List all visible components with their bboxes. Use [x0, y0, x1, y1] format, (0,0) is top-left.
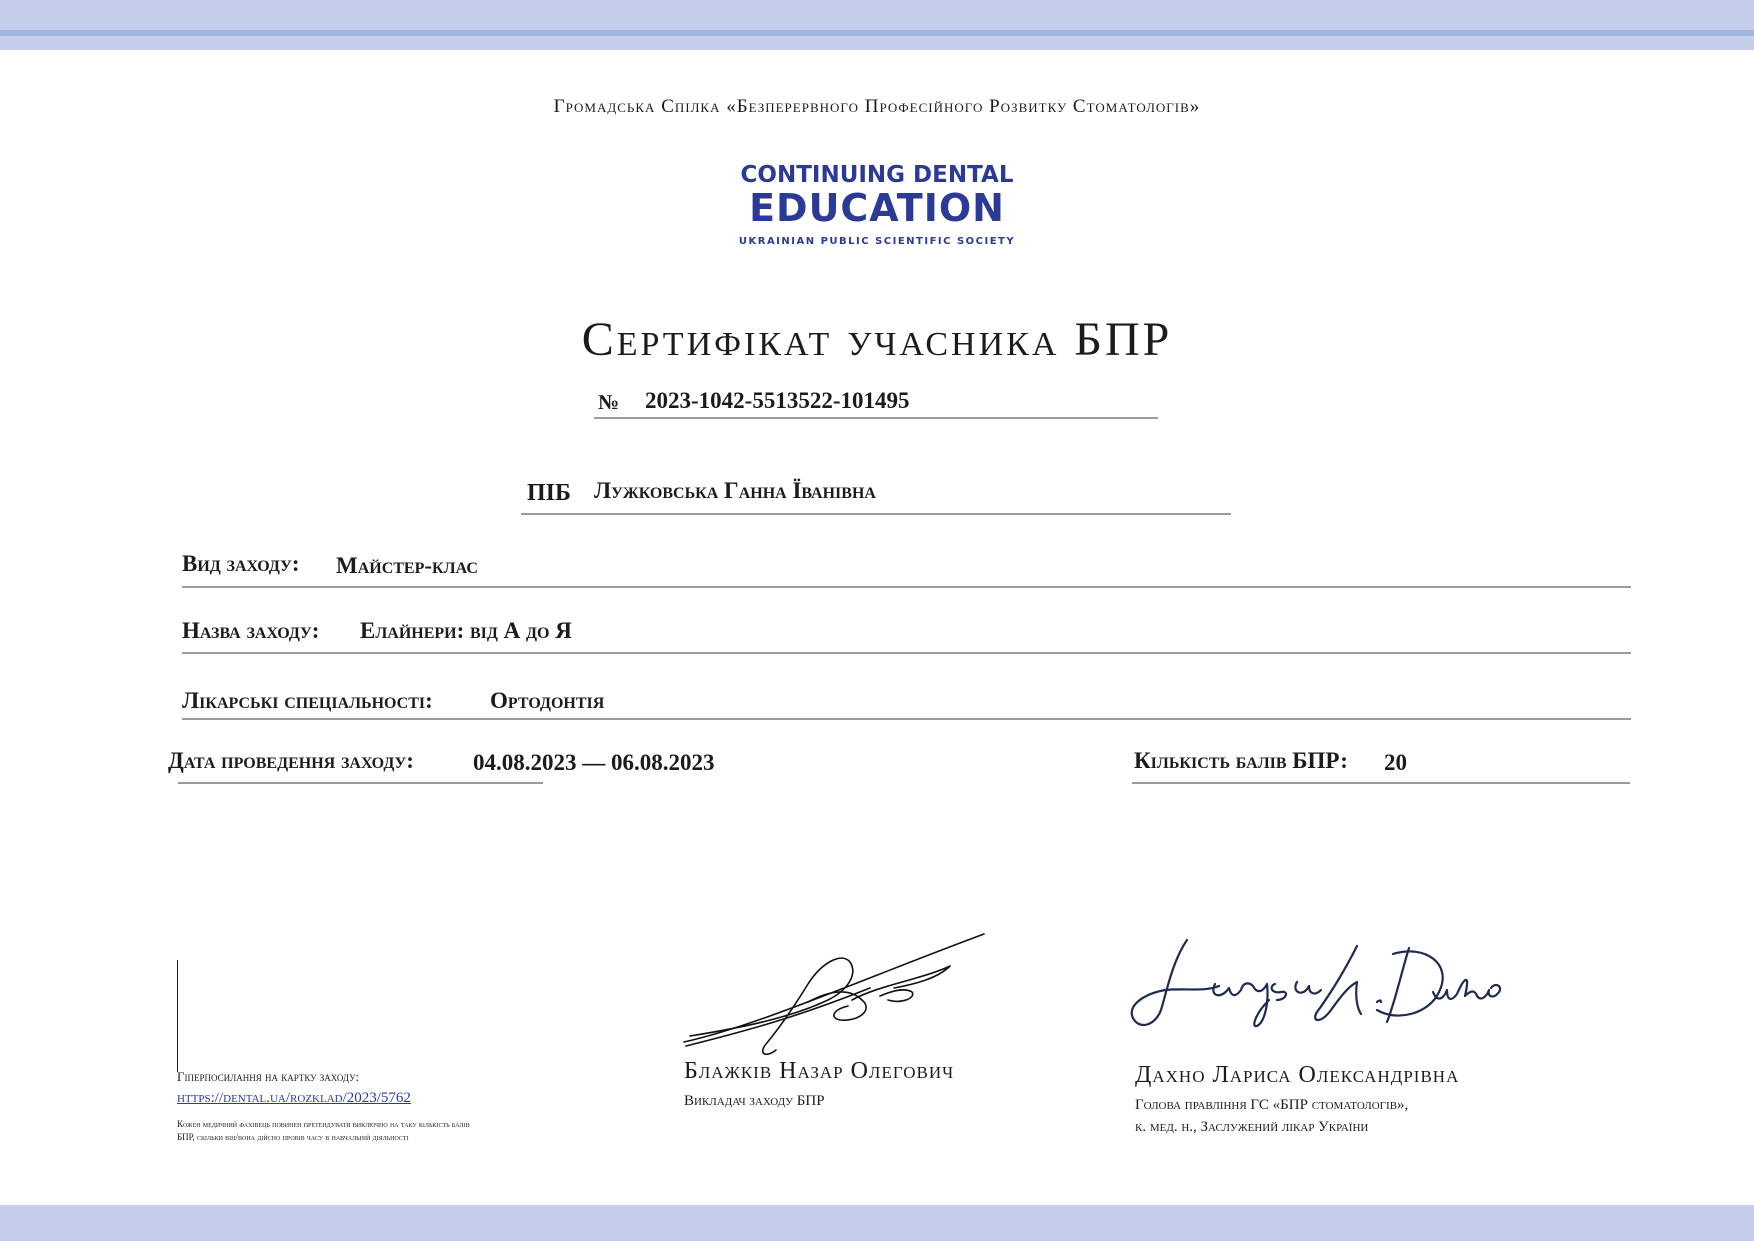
participant-name: Лужковська Ганна Їванівна: [594, 478, 876, 503]
lecturer-name: Блажків Назар Олегович: [684, 1058, 955, 1084]
top-border-band: [0, 0, 1754, 50]
logo-line-1: CONTINUING DENTAL: [740, 162, 1014, 188]
certificate-title: Сертифікат учасника БПР: [581, 313, 1173, 366]
lecturer-signature: [680, 930, 1000, 1060]
event-name-label: Назва заходу:: [182, 618, 320, 643]
certificate-number-rule: [594, 417, 1158, 419]
organization-name: Громадська Спілка «Безперервного Професійного Розвитку Стоматологів»: [553, 96, 1201, 117]
specialties-value: Ортодонтія: [490, 688, 605, 713]
participant-label: ПІБ: [527, 480, 571, 506]
head-name: Дахно Лариса Олександрівна: [1135, 1062, 1460, 1088]
event-type-rule: [182, 586, 1631, 588]
footer-vertical-rule: [177, 960, 178, 1072]
event-link-label: Гіперпосилання на картку заходу:: [177, 1069, 360, 1084]
logo-line-2: EDUCATION: [749, 186, 1005, 230]
event-card-link[interactable]: https://dental.ua/rozklad/2023/5762: [177, 1090, 411, 1106]
points-value: 20: [1384, 750, 1407, 775]
logo-line-3: UKRAINIAN PUBLIC SCIENTIFIC SOCIETY: [738, 236, 1016, 247]
cde-logo: [727, 162, 1027, 247]
disclaimer-note: Кожен медичний фахівець повинен претендувати виключно на таку кількість балів БПР, скільки він/вона дійсно провів часу в навчальній діяльності: [177, 1119, 470, 1142]
event-dates-value: 04.08.2023 — 06.08.2023: [473, 750, 715, 775]
event-type-value: Майстер-клас: [336, 553, 478, 578]
lecturer-role: Викладач заходу БПР: [684, 1093, 825, 1109]
certificate-number: 2023-1042-5513522-101495: [645, 388, 910, 413]
bottom-border-band: [0, 1205, 1754, 1241]
certificate-number-label: №: [598, 390, 620, 414]
head-role-line-2: к. мед. н., Заслужений лікар України: [1135, 1119, 1369, 1135]
event-name-rule: [182, 652, 1631, 654]
event-dates-rule: [178, 782, 543, 784]
participant-rule: [521, 513, 1231, 515]
specialties-label: Лікарські спеціальності:: [182, 688, 433, 713]
head-role-line-1: Голова правління ГС «БПР стоматологів»,: [1135, 1097, 1409, 1113]
specialties-rule: [182, 718, 1631, 720]
event-dates-label: Дата проведення заходу:: [168, 748, 414, 773]
head-signature: [1125, 930, 1505, 1040]
points-label: Кількість балів БПР:: [1134, 748, 1348, 773]
points-rule: [1132, 782, 1630, 784]
top-border-line: [0, 30, 1754, 36]
event-type-label: Вид заходу:: [182, 551, 300, 576]
event-name-value: Елайнери: від А до Я: [360, 618, 572, 643]
